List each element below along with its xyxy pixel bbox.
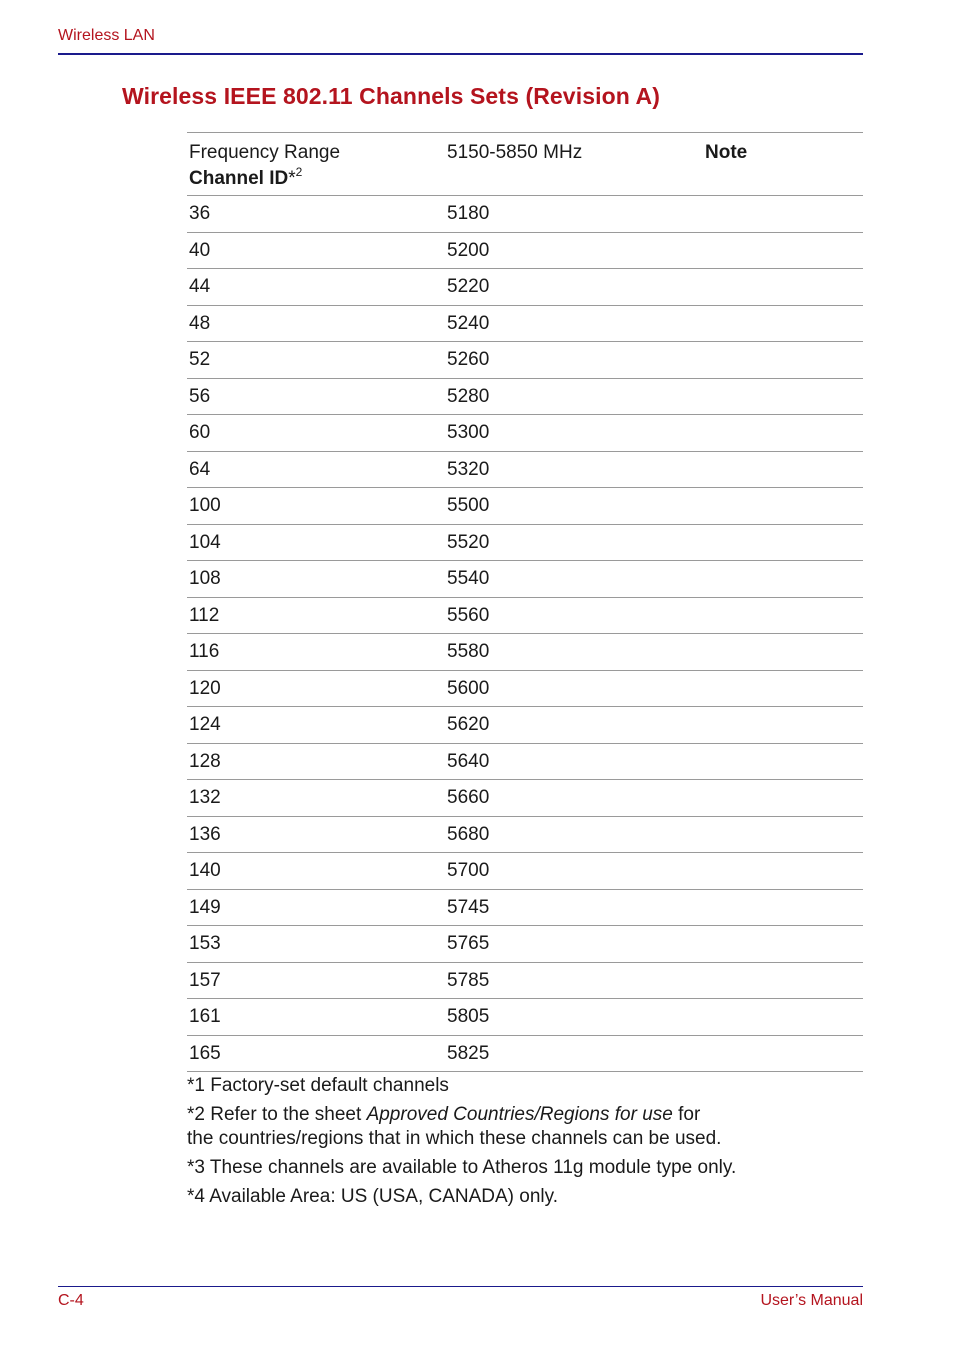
table-row — [187, 379, 863, 416]
table-row — [187, 853, 863, 890]
channel-id-cell: 112 — [189, 604, 220, 626]
frequency-cell: 5700 — [447, 860, 490, 881]
frequency-cell: 5785 — [447, 969, 490, 991]
channel-id-cell: 165 — [189, 1042, 221, 1064]
frequency-cell: 5240 — [447, 312, 490, 334]
channel-id-cell: 124 — [189, 714, 221, 735]
table-row — [187, 1036, 863, 1073]
footnote-2-text: *2 Refer to the sheet — [187, 1104, 367, 1125]
channel-id-cell: 140 — [189, 860, 221, 881]
frequency-cell: 5220 — [447, 276, 490, 297]
table-row — [187, 926, 863, 963]
frequency-cell: 5640 — [447, 750, 490, 772]
frequency-cell: 5520 — [447, 531, 490, 553]
header-rule — [58, 53, 863, 55]
footnote-2 — [187, 1103, 863, 1151]
footnote-2-sheet-title: Approved Countries/Regions for use — [366, 1104, 673, 1125]
table-body — [187, 196, 863, 1072]
channel-id-cell: 40 — [189, 239, 211, 261]
frequency-cell: 5200 — [447, 239, 490, 261]
channel-id-cell: 128 — [189, 750, 221, 772]
channel-id-cell: 52 — [189, 349, 211, 370]
frequency-cell: 5320 — [447, 458, 490, 480]
channel-id-label: Channel ID — [189, 168, 289, 189]
frequency-cell: 5560 — [447, 604, 490, 626]
channel-id-cell: 157 — [189, 969, 221, 991]
footnote-1: *1 Factory-set default channels — [187, 1075, 449, 1096]
channel-id-cell: 132 — [189, 787, 221, 808]
table-row — [187, 671, 863, 708]
channel-id-asterisk: * — [288, 168, 296, 189]
channel-id-cell: 161 — [189, 1006, 221, 1027]
table-row — [187, 196, 863, 233]
header-col-1 — [189, 140, 340, 192]
table-row — [187, 634, 863, 671]
table-row — [187, 342, 863, 379]
table-row — [187, 598, 863, 635]
frequency-cell: 5765 — [447, 933, 490, 954]
frequency-cell: 5660 — [447, 787, 490, 808]
table-row — [187, 780, 863, 817]
footer-rule — [58, 1286, 863, 1287]
frequency-cell: 5805 — [447, 1006, 490, 1027]
channel-id-cell: 120 — [189, 677, 221, 699]
footnote-3: *3 These channels are available to Atheros 11g module type only. — [187, 1157, 737, 1178]
footnotes — [187, 1074, 863, 1214]
frequency-cell: 5680 — [447, 823, 490, 845]
manual-title: User’s Manual — [760, 1292, 863, 1309]
footnote-4: *4 Available Area: US (USA, CANADA) only. — [187, 1186, 559, 1207]
table-row — [187, 306, 863, 343]
frequency-cell: 5180 — [447, 203, 490, 224]
footnote-2-text-end: for — [672, 1104, 701, 1125]
frequency-cell: 5620 — [447, 714, 490, 735]
frequency-range-label: Frequency Range — [189, 142, 341, 163]
channels-table — [187, 132, 863, 1072]
frequency-cell: 5745 — [447, 896, 490, 918]
page-number: C-4 — [58, 1292, 84, 1309]
table-row — [187, 488, 863, 525]
frequency-cell: 5540 — [447, 568, 490, 589]
table-row — [187, 269, 863, 306]
channel-id-cell: 104 — [189, 531, 221, 553]
channel-id-footnote-ref: 2 — [295, 165, 303, 179]
channel-id-cell: 100 — [189, 495, 221, 516]
table-row — [187, 817, 863, 854]
frequency-cell: 5825 — [447, 1042, 490, 1064]
frequency-cell: 5280 — [447, 385, 490, 407]
section-title: Wireless IEEE 802.11 Channels Sets (Revision A) — [122, 83, 660, 109]
footnote-2-line-2: the countries/regions that in which these channels can be used. — [187, 1128, 722, 1149]
table-row — [187, 561, 863, 598]
channel-id-cell: 64 — [189, 458, 211, 480]
table-row — [187, 999, 863, 1036]
frequency-cell: 5300 — [447, 422, 490, 443]
table-row — [187, 744, 863, 781]
table-header — [187, 132, 863, 196]
table-row — [187, 415, 863, 452]
channel-id-cell: 108 — [189, 568, 221, 589]
table-row — [187, 963, 863, 1000]
table-row — [187, 233, 863, 270]
frequency-cell: 5580 — [447, 641, 490, 662]
frequency-band-header: 5150-5850 MHz — [447, 142, 583, 163]
channel-id-cell: 153 — [189, 933, 221, 954]
table-row — [187, 890, 863, 927]
running-head: Wireless LAN — [58, 27, 155, 44]
frequency-cell: 5500 — [447, 495, 490, 516]
channel-id-cell: 48 — [189, 312, 211, 334]
table-row — [187, 452, 863, 489]
channel-id-cell: 36 — [189, 203, 211, 224]
note-header: Note — [705, 142, 748, 163]
frequency-cell: 5600 — [447, 677, 490, 699]
table-row — [187, 525, 863, 562]
channel-id-cell: 56 — [189, 385, 211, 407]
frequency-cell: 5260 — [447, 349, 490, 370]
channel-id-cell: 136 — [189, 823, 221, 845]
channel-id-cell: 60 — [189, 422, 211, 443]
channel-id-cell: 149 — [189, 896, 221, 918]
table-row — [187, 707, 863, 744]
channel-id-cell: 116 — [189, 641, 220, 662]
channel-id-cell: 44 — [189, 276, 211, 297]
